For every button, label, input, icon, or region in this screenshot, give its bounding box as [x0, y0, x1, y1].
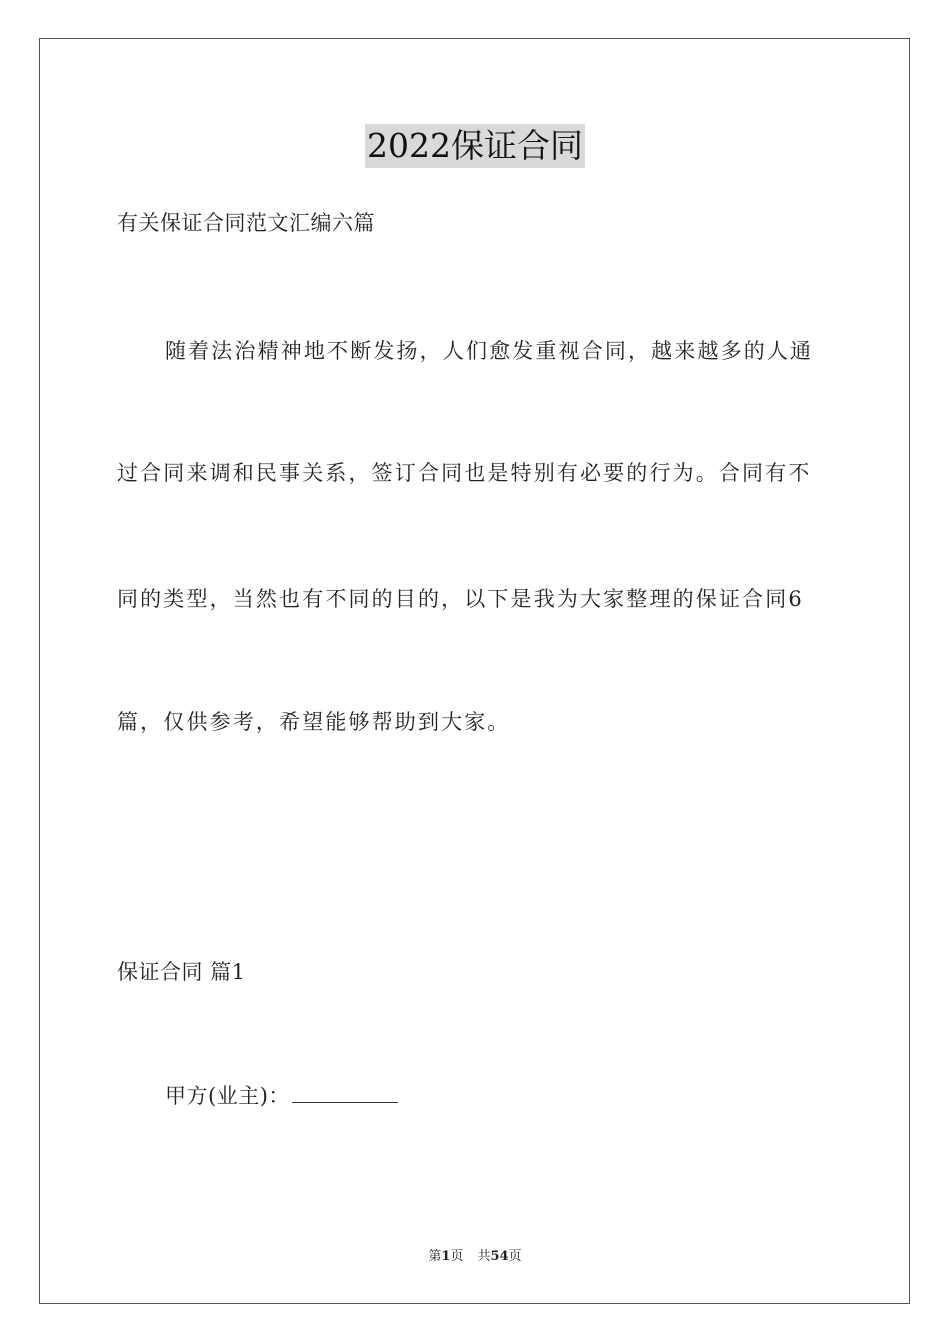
footer-page-suffix: 页 — [450, 1249, 464, 1264]
intro-line-3: 同的类型，当然也有不同的目的，以下是我为大家整理的保证合同6 — [117, 587, 804, 611]
footer-total-suffix: 页 — [508, 1249, 522, 1264]
intro-line-4: 篇，仅供参考，希望能够帮助到大家。 — [117, 710, 511, 734]
party-a-blank — [292, 1084, 398, 1103]
footer-page-prefix: 第 — [428, 1249, 442, 1264]
intro-line-1: 随着法治精神地不断发扬，人们愈发重视合同，越来越多的人通 — [165, 339, 814, 363]
party-a-line — [165, 1082, 398, 1110]
footer-total-pages: 54 — [490, 1249, 509, 1264]
footer-page-number: 1 — [441, 1249, 451, 1264]
section-heading: 保证合同 篇1 — [117, 960, 246, 984]
party-a-label: 甲方(业主)： — [165, 1084, 290, 1108]
document-title: 2022保证合同 — [365, 124, 585, 168]
document-subtitle: 有关保证合同范文汇编六篇 — [117, 211, 375, 235]
intro-line-2: 过合同来调和民事关系，签订合同也是特别有必要的行为。合同有不 — [117, 461, 812, 485]
page-footer — [0, 1248, 950, 1266]
footer-total-prefix: 共 — [477, 1249, 491, 1264]
title-container — [0, 124, 950, 168]
